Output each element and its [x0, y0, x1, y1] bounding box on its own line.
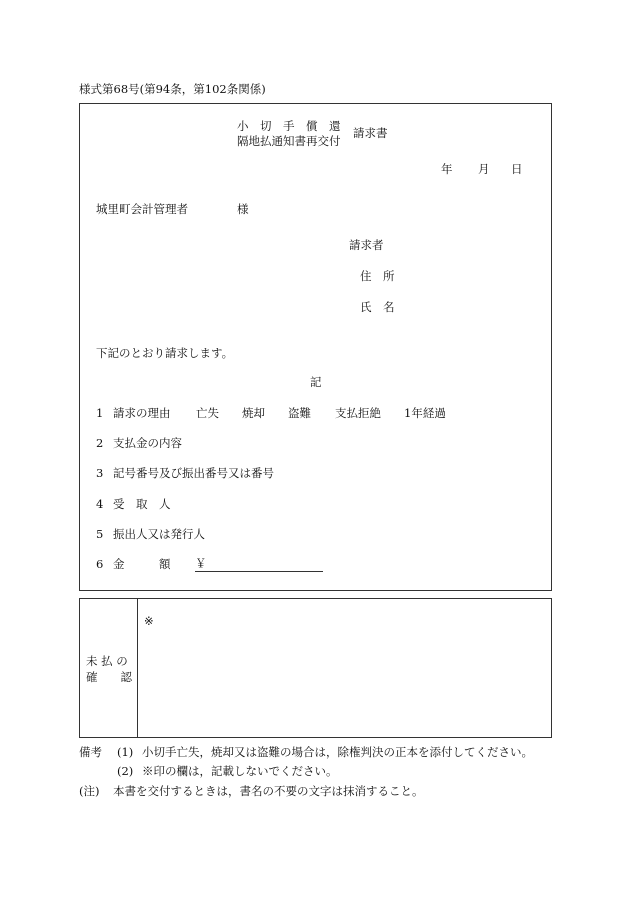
addressee-name: 城里町会計管理者 [96, 202, 188, 216]
note-1-text: 小切手亡失，焼却又は盗難の場合は，除権判決の正本を添付してください。 [142, 745, 533, 759]
item-1-number: 1 [96, 406, 104, 420]
reason-lost: 亡失 [196, 406, 219, 420]
title-line1: 小 切 手 償 還 [237, 119, 341, 133]
date-year: 年 [441, 162, 453, 176]
note-2-text: ※印の欄は，記載しないでください。 [142, 764, 338, 778]
notes-label: 備考 [79, 745, 102, 759]
currency-symbol: ￥ [195, 556, 207, 570]
note-2-number: (2) [117, 764, 134, 778]
date-day: 日 [511, 162, 523, 176]
amount-underline[interactable] [195, 571, 323, 572]
form-number: 様式第68号(第94条，第102条関係) [79, 82, 266, 96]
requester-address-label: 住 所 [360, 269, 395, 283]
item-5-label: 振出人又は発行人 [113, 527, 205, 541]
note-1-number: (1) [117, 745, 134, 759]
footnote-text: 本書を交付するときは，書名の不要の文字は抹消すること。 [113, 784, 424, 798]
intro-text: 下記のとおり請求します。 [96, 346, 234, 360]
confirm-mark: ※ [144, 614, 154, 628]
item-6-number: 6 [96, 557, 104, 571]
confirm-area[interactable] [138, 599, 551, 737]
reason-stolen: 盗難 [288, 406, 311, 420]
addressee-honorific: 様 [237, 202, 249, 216]
ki-heading: 記 [310, 375, 322, 389]
date-month: 月 [478, 162, 490, 176]
item-3-label: 記号番号及び振出番号又は番号 [113, 466, 274, 480]
footnote-label: (注) [79, 784, 100, 798]
reason-payment-refused: 支払拒絶 [335, 406, 381, 420]
requester-heading: 請求者 [349, 238, 384, 252]
reason-one-year: 1年経過 [404, 406, 446, 420]
confirm-label-line1: 未 払 の [86, 654, 128, 668]
item-4-label: 受 取 人 [113, 497, 171, 511]
item-4-number: 4 [96, 497, 104, 511]
item-2-label: 支払金の内容 [113, 436, 182, 450]
title-suffix: 請求書 [353, 126, 388, 140]
title-line2: 隔地払通知書再交付 [237, 134, 341, 148]
reason-burned: 焼却 [242, 406, 265, 420]
item-5-number: 5 [96, 527, 104, 541]
item-1-label: 請求の理由 [113, 406, 171, 420]
item-3-number: 3 [96, 466, 104, 480]
confirm-label-line2: 確 認 [86, 670, 132, 684]
item-2-number: 2 [96, 436, 104, 450]
requester-name-label: 氏 名 [360, 300, 395, 314]
item-6-label: 金 額 [113, 557, 171, 571]
